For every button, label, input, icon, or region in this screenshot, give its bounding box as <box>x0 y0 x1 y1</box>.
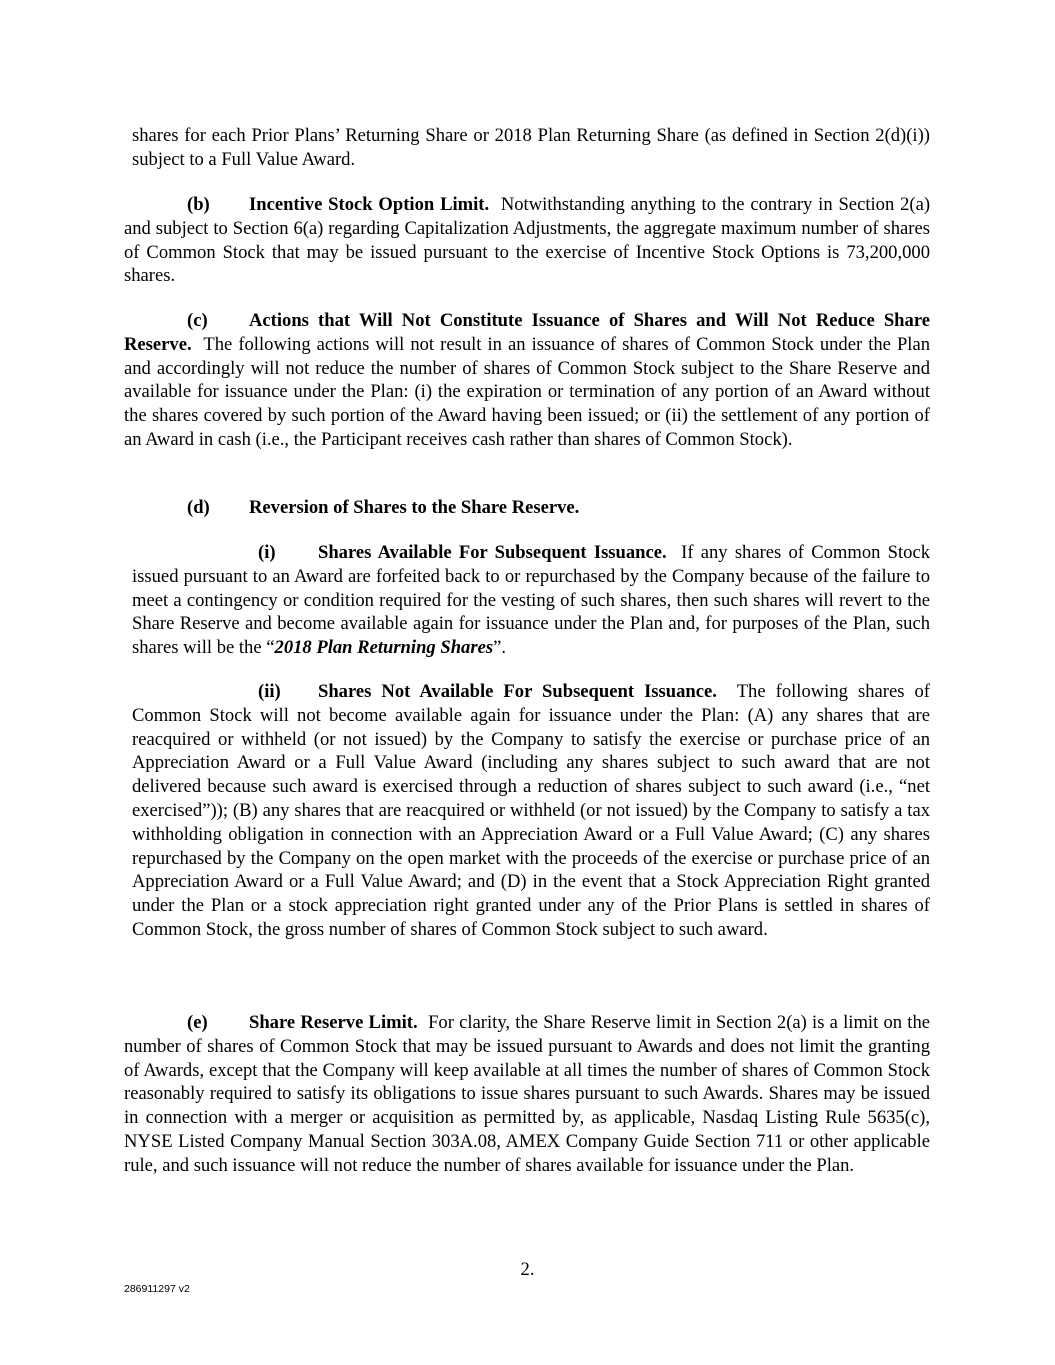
section-label: (e) <box>187 1012 208 1033</box>
paragraph-d-i <box>132 541 930 660</box>
subsection-label: (ii) <box>258 681 281 702</box>
section-heading: Incentive Stock Option Limit. <box>249 194 490 215</box>
section-label: (b) <box>187 194 210 215</box>
subsection-label: (i) <box>258 542 276 563</box>
section-label: (d) <box>187 497 210 518</box>
paragraph-text: If any shares of Common Stock issued pursuant to an Award are forfeited back to or repurchased by the Company because of the failure to meet a contingency or condition required for the vesting of such shares, then such shares will revert to the Share Reserve and become available again for issuance under the Plan and, for purposes of the Plan, such shares will be the “ <box>132 542 931 659</box>
paragraph-tail: ”. <box>493 637 506 659</box>
defined-term: 2018 Plan Returning Shares <box>274 637 494 659</box>
paragraph-text: The following shares of Common Stock will not become available again for issuance under the Plan: (A) any shares that are reacquired or withheld (or not issued) by the Company to satisfy the exercise or purchase price of an Appreciation Award or a Full Value Award (including any shares subject to such award that are not delivered because such award is exercised through a reduction of shares subject to such award (i.e., “net exercised”)); (B) any shares that are reacquired or withheld (or not issued) by the Company to satisfy a tax withholding obligation in connection with an Appreciation Award or a Full Value Award; (C) any shares repurchased by the Company on the open market with the proceeds of the exercise or purchase price of an Appreciation Award or a Full Value Award; and (D) in the event that a Stock Appreciation Right granted under the Plan or a stock appreciation right granted under any of the Prior Plans is settled in shares of Common Stock, the gross number of shares of Common Stock subject to such award. <box>132 681 930 940</box>
section-heading: Actions that Will Not Constitute Issuance of Shares and Will Not Reduce Share Reserve. <box>124 310 930 355</box>
paragraph-text: shares for each Prior Plans’ Returning Share or 2018 Plan Returning Share (as defined in Section 2(d)(i)) subject to a Full Value Award. <box>132 125 930 170</box>
paragraph-e <box>124 1011 930 1178</box>
document-id: 286911297 v2 <box>124 1283 190 1295</box>
paragraph-text: Notwithstanding anything to the contrary in Section 2(a) and subject to Section 6(a) regarding Capitalization Adjustments, the aggregate maximum number of shares of Common Stock that may be issued pursuant to the exercise of Incentive Stock Options is 73,200,000 shares. <box>124 194 931 287</box>
page-number: 2. <box>520 1259 535 1280</box>
paragraph-text: The following actions will not result in an issuance of shares of Common Stock under the Plan and accordingly will not reduce the number of shares of Common Stock subject to the Share Reserve and available for issuance under the Plan: (i) the expiration or termination of any portion of an Award without the shares covered by such portion of the Award having been issued; or (ii) the settlement of any portion of an Award in cash (i.e., the Participant receives cash rather than shares of Common Stock). <box>124 333 930 450</box>
paragraph-c <box>124 309 930 452</box>
paragraph-text: For clarity, the Share Reserve limit in Section 2(a) is a limit on the number of shares of Common Stock that may be issued pursuant to Awards and does not limit the granting of Awards, except that the Company will keep available at all times the number of shares of Common Stock reasonably required to satisfy its obligations to issue shares pursuant to such Awards. Shares may be issued in connection with a merger or acquisition as permitted by, as applicable, Nasdaq Listing Rule 5635(c), NYSE Listed Company Manual Section 303A.08, AMEX Company Guide Section 711 or other applicable rule, and such issuance will not reduce the number of shares available for issuance under the Plan. <box>124 1012 931 1176</box>
section-label: (c) <box>187 310 208 331</box>
section-heading: Reversion of Shares to the Share Reserve. <box>249 497 580 518</box>
paragraph-continuation <box>132 124 930 172</box>
subsection-heading: Shares Available For Subsequent Issuance. <box>318 542 667 563</box>
section-heading: Share Reserve Limit. <box>249 1012 418 1033</box>
paragraph-d-ii <box>132 680 930 942</box>
subsection-heading: Shares Not Available For Subsequent Issuance. <box>318 681 717 702</box>
paragraph-d <box>124 496 930 520</box>
paragraph-b <box>124 193 930 288</box>
